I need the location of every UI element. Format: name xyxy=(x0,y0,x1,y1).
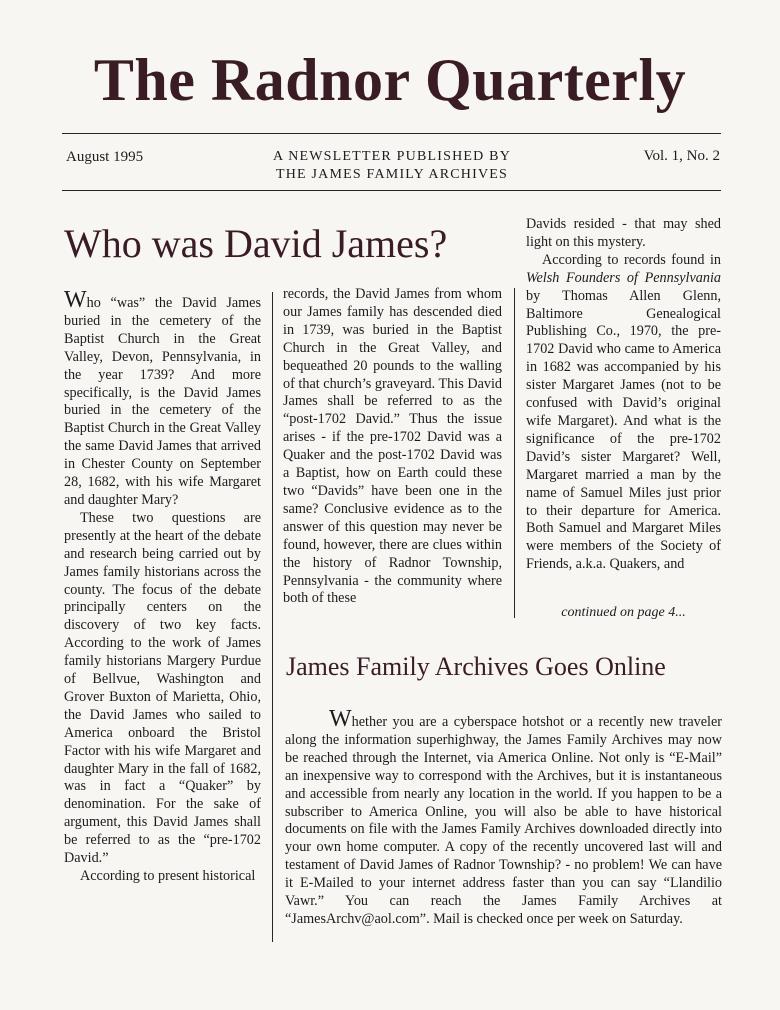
top-rule xyxy=(62,133,721,134)
paragraph xyxy=(64,287,261,510)
paragraph-text: by Thomas Allen Glenn, Baltimore Genealogical Publishing Co., 1970, the pre-1702 David who came to America in 1682 was accompanied by his sister Margaret James (not to be confused with David’s original wife Margaret). And what is the significance of the pre-1702 David’s sister Margaret? Well, Margaret married a man by the name of Samuel Miles just prior to their departure for America. Both Samuel and Margaret Miles were members of the Society of Friends, a.k.a. Quakers, and xyxy=(526,287,721,573)
newsletter-subtitle xyxy=(252,148,532,184)
paragraph-text: hether you are a cyberspace hotshot or a recently new traveler along the information superhighway, the James Family Archives may now be reached through the Internet, via America Online. Not only is “E-Mail” an inexpensive way to correspond with the Archives, but it is instantaneous and accessible from nearly any location in the world. If you happen to be a subscriber to America Online, you will also be able to have historical documents on file with the James Family Archives downloaded directly into your own home computer. A copy of the recently uncovered last will and testament of David James of Radnor Township? - no problem! We can have it E-Mailed to your internet address faster than you can say “Llandilio Vawr.” You can reach the James Family Archives at “JamesArchv@aol.com”. Mail is checked once per week on Saturday. xyxy=(285,714,722,927)
book-title: Welsh Founders of Pennsylvania xyxy=(526,269,721,286)
article-column-1 xyxy=(64,287,261,886)
paragraph: These two questions are presently at the heart of the debate and research being carried out by James family historians across the county. The focus of the debate principally centers on the discovery of two key facts. According to the work of James family historians Margery Purdue of Bellvue, Washington and Grover Buxton of Marietta, Ohio, the David James who sailed to America onboard the Bristol Factor with his wife Margaret and daughter Mary in the fall of 1682, was in fact a “Quaker” by denomination. For the sake of argument, this David James shall be referred to as the “pre-1702 David.” xyxy=(64,509,261,867)
drop-cap: W xyxy=(329,706,352,732)
issue-date: August 1995 xyxy=(66,149,144,165)
column-divider xyxy=(514,288,515,618)
article-body-archives-online xyxy=(285,706,722,929)
paragraph-text: ho “was” the David James buried in the cemetery of the Baptist Church in the Great Valley, Devon, Pennsylvania, in the year 1739? And more specifically, is the David James buried in the cemetery of the Baptist Church in the Great Valley the same David James that arrived in Chester County on September 28, 1682, with his wife Margaret and daughter Mary? xyxy=(64,295,261,508)
newsletter-title: The Radnor Quarterly xyxy=(93,47,687,113)
paragraph xyxy=(526,252,721,574)
paragraph: According to present historical xyxy=(80,868,256,884)
drop-cap: W xyxy=(64,287,87,313)
article-column-3 xyxy=(526,216,721,574)
article-headline-david-james: Who was David James? xyxy=(64,221,448,266)
paragraph-text: According to records found in xyxy=(542,251,721,268)
article-column-2 xyxy=(283,286,502,608)
bottom-rule xyxy=(62,190,721,191)
continued-note: continued on page 4... xyxy=(561,605,686,620)
subtitle-line-2: THE JAMES FAMILY ARCHIVES xyxy=(275,167,508,182)
paragraph: Davids resided - that may shed light on this mystery. xyxy=(526,216,721,250)
article-headline-archives-online: James Family Archives Goes Online xyxy=(286,652,666,681)
paragraph: records, the David James from whom our James family has descended died in 1739, was buried in the Baptist Church in the Great Valley, and bequeathed 20 pounds to the walling of that church’s graveyard. This David James shall be referred to as the “post-1702 David.” Thus the issue arises - if the pre-1702 David was a Quaker and the post-1702 David was a Baptist, how on Earth could these two “Davids” have been one in the same? Conclusive evidence as to the answer of this question may never be found, however, there are clues within the history of Radnor Township, Pennsylvania - the community where both of these xyxy=(283,286,502,607)
volume-number: Vol. 1, No. 2 xyxy=(643,148,720,164)
subtitle-line-1: A NEWSLETTER PUBLISHED BY xyxy=(272,149,512,164)
column-divider xyxy=(272,292,273,942)
